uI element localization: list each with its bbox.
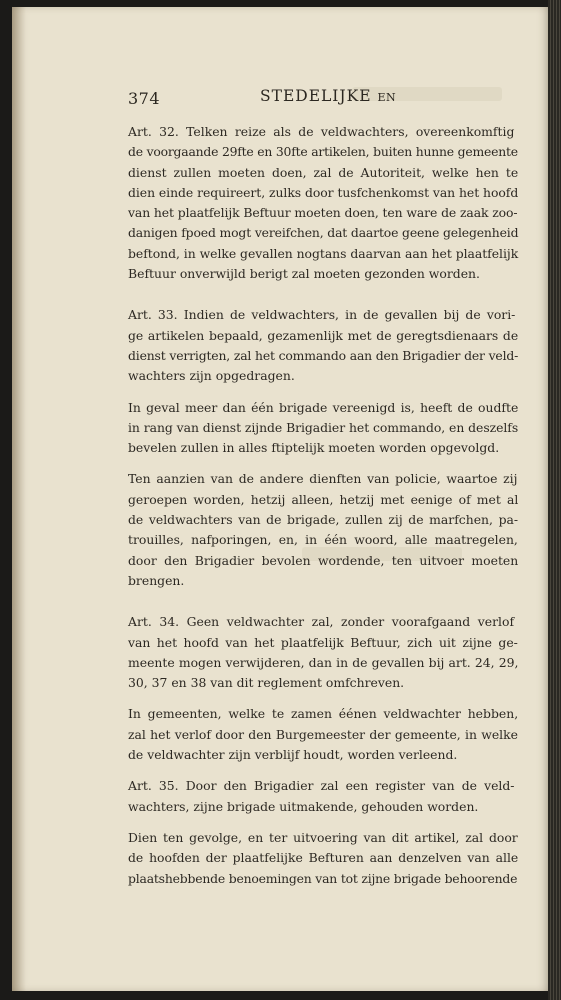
text-line: de voorgaande 29fte en 30fte artikelen, buiten hunne gemeente [128, 144, 518, 160]
text-line: Art. 34. Geen veldwachter zal, zonder voorafgaand verlof [128, 614, 515, 630]
paragraph [128, 398, 518, 459]
text-line: de veldwachters van de brigade, zullen zij de marfchen, pa- [128, 512, 519, 528]
body-text [128, 122, 518, 889]
text-line: Art. 32. Telken reize als de veldwachters, overeenkomftig [128, 124, 515, 139]
text-line: In gemeenten, welke te zamen éénen veldwachter hebben, [128, 706, 519, 722]
page-edges [548, 0, 561, 1000]
text-line: In geval meer dan één brigade vereenigd is, heeft de oudfte [128, 399, 519, 415]
paragraph-gap [128, 458, 518, 469]
paragraph [128, 828, 518, 889]
text-line: beftond, in welke gevallen nogtans daarvan aan het plaatfelijk [128, 245, 519, 261]
text-line: bevelen zullen in alles ftiptelijk moeten worden opgevolgd. [128, 440, 500, 456]
paragraph-gap [128, 817, 518, 828]
page-header [128, 86, 518, 112]
text-line: Art. 35. Door den Brigadier zal een register van de veld- [128, 778, 515, 794]
text-line: brengen. [128, 572, 185, 588]
text-line: Art. 33. Indien de veldwachters, in de gevallen bij de vori- [128, 307, 516, 323]
text-line: dienst zullen moeten doen, zal de Autoriteit, welke hen te [128, 164, 519, 180]
paragraph [128, 776, 518, 817]
text-line: in rang van dienst zijnde Brigadier het commando, en deszelfs [128, 419, 519, 435]
page-number: 374 [128, 89, 161, 108]
text-line: de veldwachter zijn verblijf houdt, worden verleend. [128, 747, 458, 763]
gutter-shadow [12, 7, 26, 991]
text-line: ge artikelen bepaald, gezamenlijk met de geregtsdienaars de [128, 327, 519, 343]
paragraph-gap [128, 284, 518, 305]
running-head-small: EN [377, 91, 397, 104]
text-line: trouilles, nafporingen, en, in één woord, alle maatregelen, [128, 532, 518, 548]
paragraph [128, 469, 518, 591]
paragraph [128, 305, 518, 386]
paragraph-gap [128, 765, 518, 776]
text-line: van het plaatfelijk Beftuur moeten doen, ten ware de zaak zoo- [128, 205, 518, 221]
text-line: plaatshebbende benoemingen van tot zijne brigade behoorende [128, 870, 518, 886]
text-line: door den Brigadier bevolen wordende, ten uitvoer moeten [128, 552, 519, 568]
paragraph-gap [128, 591, 518, 612]
text-line: Beftuur onverwijld berigt zal moeten gezonden worden. [128, 266, 480, 282]
text-line: zal het verlof door den Burgemeester der gemeente, in welke [128, 726, 518, 742]
text-line: de hoofden der plaatfelijke Befturen aan denzelven van alle [128, 850, 519, 866]
paragraph [128, 122, 518, 284]
text-line: dien einde requireert, zulks door tusfchenkomst van het hoofd [128, 184, 519, 200]
paragraph [128, 612, 518, 693]
text-line: danigen fpoed mogt vereifchen, dat daartoe geene gelegenheid [128, 225, 519, 241]
text-line: Dien ten gevolge, en ter uitvoering van dit artikel, zal door [128, 829, 518, 845]
text-line: Ten aanzien van de andere dienften van policie, waartoe zij [128, 471, 518, 487]
text-line: 30, 37 en 38 van dit reglement omfchreven. [128, 675, 405, 691]
paragraph-gap [128, 387, 518, 398]
text-line: dienst verrigten, zal het commando aan den Brigadier der veld- [128, 347, 519, 363]
text-line: wachters, zijne brigade uitmakende, gehouden worden. [128, 798, 479, 814]
text-line: wachters zijn opgedragen. [128, 368, 295, 384]
running-head-main: STEDELIJKE [260, 87, 372, 105]
paragraph [128, 704, 518, 765]
paragraph-gap [128, 693, 518, 704]
text-line: van het hoofd van het plaatfelijk Beftuur, zich uit zijne ge- [128, 634, 518, 650]
running-head [260, 87, 396, 105]
text-line: meente mogen verwijderen, dan in de gevallen bij art. 24, 29, [128, 654, 519, 670]
text-line: geroepen worden, hetzij alleen, hetzij met eenige of met al [128, 491, 519, 507]
